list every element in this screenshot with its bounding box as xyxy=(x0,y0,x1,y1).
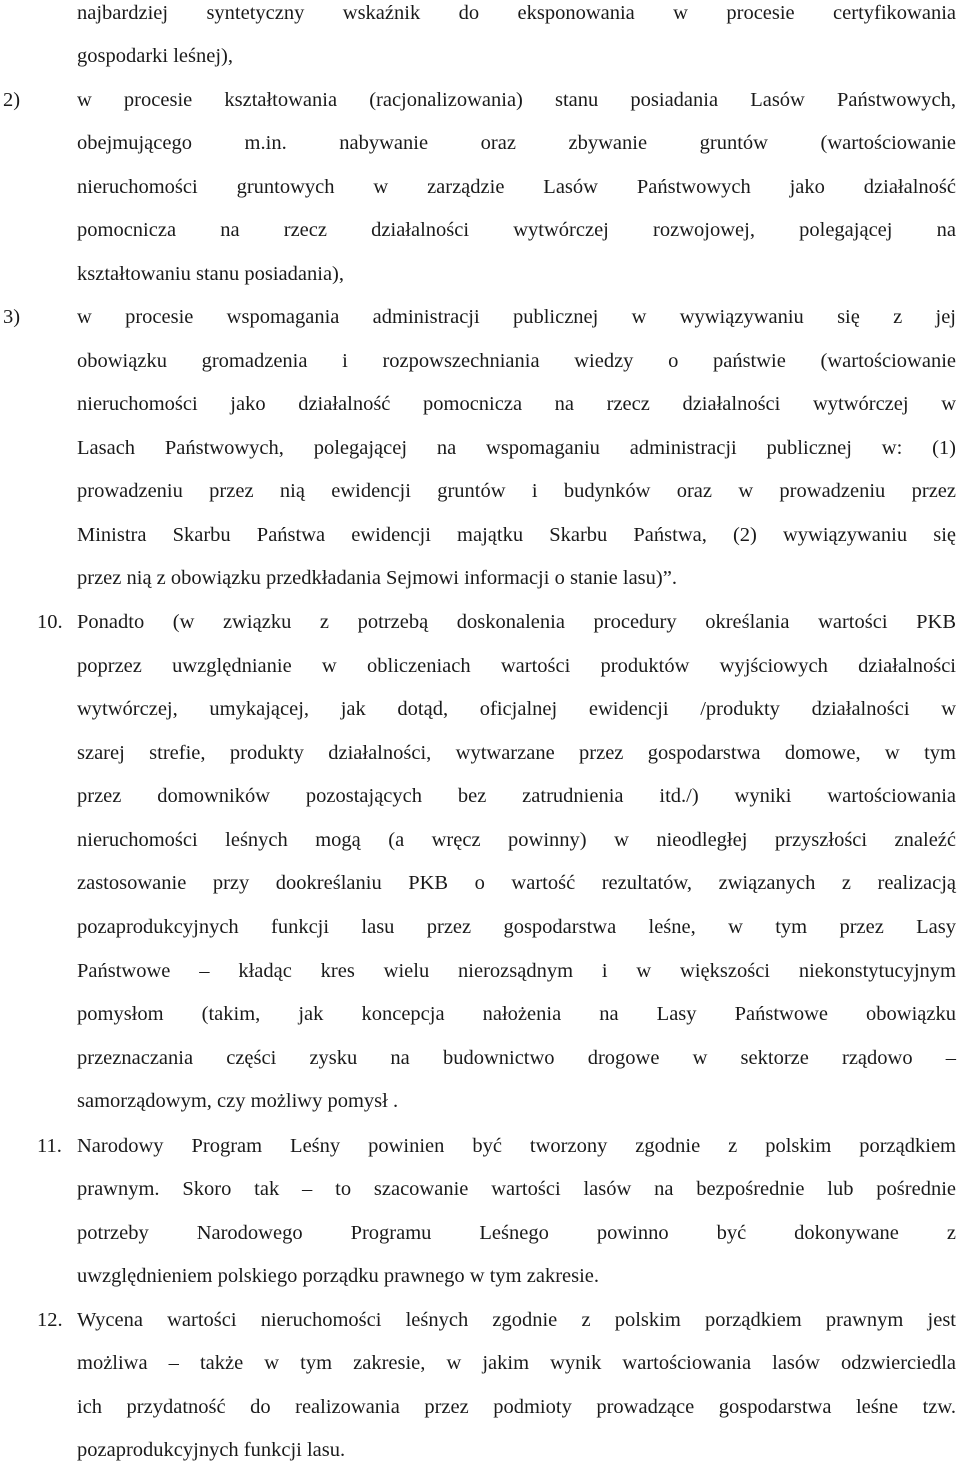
list-number: 3) xyxy=(3,306,21,328)
paragraph-line: gospodarki leśnej), xyxy=(77,45,233,67)
paragraph-line: potrzeby Narodowego Programu Leśnego powinno być dokonywane z xyxy=(77,1222,956,1244)
paragraph-line: możliwa – także w tym zakresie, w jakim wynik wartościowania lasów odzwierciedla xyxy=(77,1352,956,1374)
paragraph-line: prowadzeniu przez nią ewidencji gruntów i budynków oraz w prowadzeniu przez xyxy=(77,480,956,502)
paragraph-line: Państwowe – kładąc kres wielu nierozsądnym i w większości niekonstytucyjnym xyxy=(77,960,956,982)
paragraph-line: pozaprodukcyjnych funkcji lasu. xyxy=(77,1439,346,1461)
paragraph-line: Narodowy Program Leśny powinien być tworzony zgodnie z polskim porządkiem xyxy=(77,1135,956,1157)
list-number: 10. xyxy=(37,611,63,633)
paragraph-line: Ponadto (w związku z potrzebą doskonalenia procedury określania wartości PKB xyxy=(77,611,956,633)
paragraph-line: zastosowanie przy dookreślaniu PKB o wartość rezultatów, związanych z realizacją xyxy=(77,872,956,894)
paragraph-line: najbardziej syntetyczny wskaźnik do eksponowania w procesie certyfikowania xyxy=(77,2,956,24)
paragraph-line: pomocnicza na rzecz działalności wytwórczej rozwojowej, polegającej na xyxy=(77,219,956,241)
paragraph-line: w procesie wspomagania administracji publicznej w wywiązywaniu się z jej xyxy=(77,306,956,328)
paragraph-line: wytwórczej, umykającej, jak dotąd, oficjalnej ewidencji /produkty działalności w xyxy=(77,698,956,720)
paragraph-line: przez domowników pozostających bez zatrudnienia itd./) wyniki wartościowania xyxy=(77,785,956,807)
list-number: 12. xyxy=(37,1309,63,1331)
paragraph-line: ich przydatność do realizowania przez podmioty prowadzące gospodarstwa leśne tzw. xyxy=(77,1396,956,1418)
paragraph-line: uwzględnieniem polskiego porządku prawnego w tym zakresie. xyxy=(77,1265,600,1287)
paragraph-line: prawnym. Skoro tak – to szacowanie wartości lasów na bezpośrednie lub pośrednie xyxy=(77,1178,956,1200)
paragraph-line: kształtowaniu stanu posiadania), xyxy=(77,263,345,285)
paragraph-line: przeznaczania części zysku na budownictwo drogowe w sektorze rządowo – xyxy=(77,1047,956,1069)
list-number: 2) xyxy=(3,89,21,111)
paragraph-line: Wycena wartości nieruchomości leśnych zgodnie z polskim porządkiem prawnym jest xyxy=(77,1309,956,1331)
paragraph-line: w procesie kształtowania (racjonalizowania) stanu posiadania Lasów Państwowych, xyxy=(77,89,956,111)
paragraph-line: nieruchomości jako działalność pomocnicza na rzecz działalności wytwórczej w xyxy=(77,393,956,415)
paragraph-line: samorządowym, czy możliwy pomysł . xyxy=(77,1090,399,1112)
paragraph-line: obowiązku gromadzenia i rozpowszechniania wiedzy o państwie (wartościowanie xyxy=(77,350,956,372)
paragraph-line: nieruchomości leśnych mogą (a wręcz powinny) w nieodległej przyszłości znaleźć xyxy=(77,829,956,851)
paragraph-line: poprzez uwzględnianie w obliczeniach wartości produktów wyjściowych działalności xyxy=(77,655,956,677)
paragraph-line: Ministra Skarbu Państwa ewidencji majątku Skarbu Państwa, (2) wywiązywaniu się xyxy=(77,524,956,546)
paragraph-line: pomysłom (takim, jak koncepcja nałożenia na Lasy Państwowe obowiązku xyxy=(77,1003,956,1025)
paragraph-line: szarej strefie, produkty działalności, wytwarzane przez gospodarstwa domowe, w tym xyxy=(77,742,956,764)
paragraph-line: obejmującego m.in. nabywanie oraz zbywanie gruntów (wartościowanie xyxy=(77,132,956,154)
paragraph-line: nieruchomości gruntowych w zarządzie Lasów Państwowych jako działalność xyxy=(77,176,956,198)
list-number: 11. xyxy=(37,1135,62,1157)
paragraph-line: pozaprodukcyjnych funkcji lasu przez gospodarstwa leśne, w tym przez Lasy xyxy=(77,916,956,938)
paragraph-line: Lasach Państwowych, polegającej na wspomaganiu administracji publicznej w: (1) xyxy=(77,437,956,459)
paragraph-line: przez nią z obowiązku przedkładania Sejmowi informacji o stanie lasu)”. xyxy=(77,567,677,589)
